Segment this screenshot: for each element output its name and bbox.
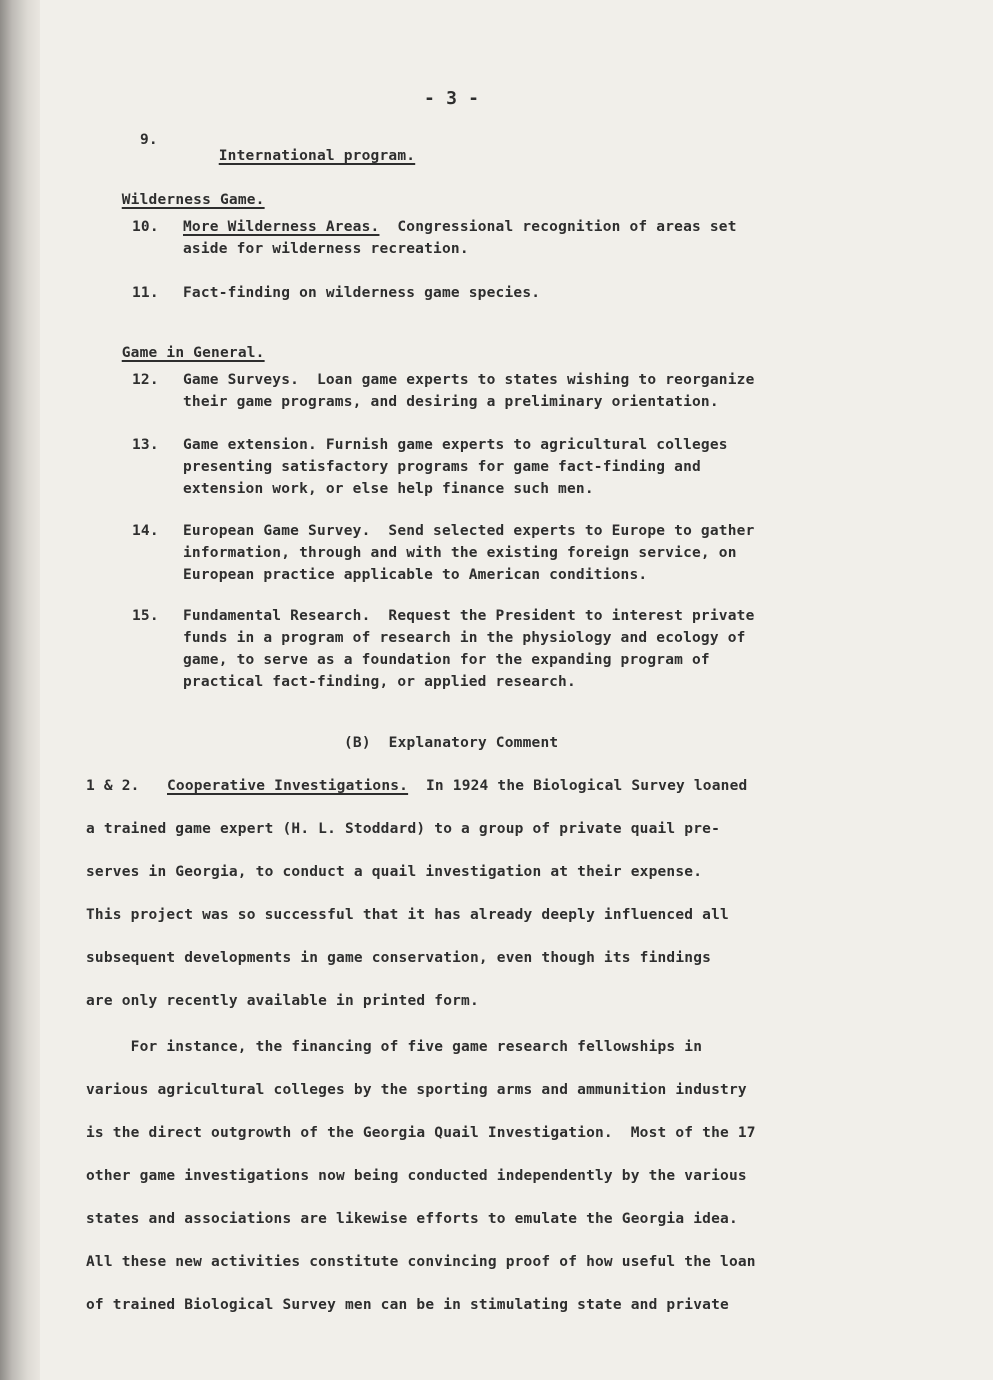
comment-line: For instance, the financing of five game research fellowships in: [86, 1039, 703, 1055]
comment-line: of trained Biological Survey men can be in stimulating state and private: [86, 1297, 729, 1313]
item-title-line: [183, 219, 737, 235]
comment-line: a trained game expert (H. L. Stoddard) to a group of private quail pre-: [86, 821, 721, 837]
item-line: funds in a program of research in the physiology and ecology of: [183, 630, 746, 646]
item-line: their game programs, and desiring a preliminary orientation.: [183, 394, 719, 410]
item-title: Game Surveys. Loan game experts to states wishing to reorganize: [183, 372, 755, 388]
item-title: European Game Survey. Send selected experts to Europe to gather: [183, 523, 755, 539]
comment-line: All these new activities constitute convincing proof of how useful the loan: [86, 1254, 756, 1270]
section-heading: [86, 329, 265, 377]
comment-first-line: [167, 778, 747, 794]
item-title: Fact-finding on wilderness game species.: [183, 285, 541, 301]
comment-line: This project was so successful that it has already deeply influenced all: [86, 907, 729, 923]
comment-line: other game investigations now being conducted independently by the various: [86, 1168, 747, 1184]
comment-line: states and associations are likewise efforts to emulate the Georgia idea.: [86, 1211, 738, 1227]
item-title-line: [183, 132, 415, 180]
item-title-rest: Congressional recognition of areas set: [379, 219, 737, 235]
comment-number: 1 & 2.: [86, 778, 140, 794]
section-heading: [86, 176, 265, 224]
comment-line: In 1924 the Biological Survey loaned: [408, 778, 748, 794]
item-line: information, through and with the existing foreign service, on: [183, 545, 737, 561]
page-number: - 3 -: [424, 88, 480, 109]
comment-line: various agricultural colleges by the sporting arms and ammunition industry: [86, 1082, 747, 1098]
section-heading-text: Wilderness Game.: [121, 192, 265, 208]
item-line: presenting satisfactory programs for game fact-finding and: [183, 459, 701, 475]
item-line: game, to serve as a foundation for the expanding program of: [183, 652, 710, 668]
item-number: 10.: [132, 219, 159, 235]
comment-line: is the direct outgrowth of the Georgia Quail Investigation. Most of the 17: [86, 1125, 756, 1141]
item-number: 13.: [132, 437, 159, 453]
item-line: aside for wilderness recreation.: [183, 241, 469, 257]
section-heading-text: Game in General.: [121, 345, 265, 361]
item-number: 9.: [140, 132, 158, 148]
item-line: practical fact-finding, or applied research.: [183, 674, 576, 690]
comment-line: are only recently available in printed form.: [86, 993, 479, 1009]
item-title: Game extension. Furnish game experts to agricultural colleges: [183, 437, 728, 453]
comment-title: Cooperative Investigations.: [167, 778, 409, 794]
item-title: Fundamental Research. Request the President to interest private: [183, 608, 755, 624]
comment-line: subsequent developments in game conservation, even though its findings: [86, 950, 712, 966]
item-title: More Wilderness Areas.: [183, 219, 380, 235]
item-number: 11.: [132, 285, 159, 301]
item-title: International program.: [218, 148, 416, 164]
section-b-heading: (B) Explanatory Comment: [344, 735, 559, 751]
item-number: 15.: [132, 608, 159, 624]
item-line: extension work, or else help finance such men.: [183, 481, 594, 497]
item-line: European practice applicable to American conditions.: [183, 567, 648, 583]
comment-line: serves in Georgia, to conduct a quail investigation at their expense.: [86, 864, 703, 880]
item-number: 12.: [132, 372, 159, 388]
item-number: 14.: [132, 523, 159, 539]
